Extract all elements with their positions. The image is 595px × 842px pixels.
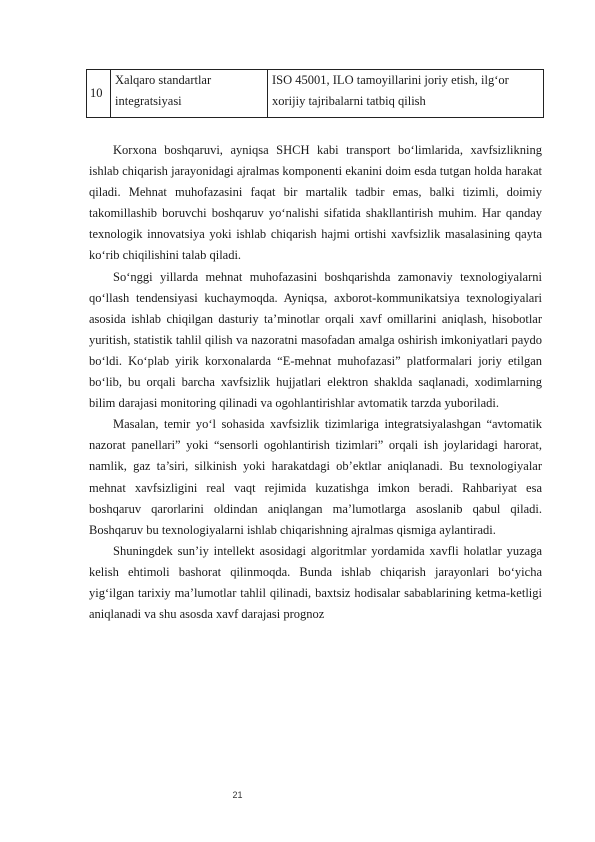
paragraph: Shuningdek sun’iy intellekt asosidagi algoritmlar yordamida xavfli holatlar yuzaga kelish ehtimoli bashorat qilinmoqda. Bunda ishlab chiqarish jarayonlari bo‘yicha yig‘ilgan tarixiy ma’lumotlar tahlil qilinadi, baxtsiz hodisalar sabablarining ketma-ketligi aniqlanadi va shu asosda xavf darajasi prognoz <box>89 543 542 622</box>
paragraph: Korxona boshqaruvi, ayniqsa SHCH kabi transport bo‘limlarida, xavfsizlikning ishlab chiqarish jarayonidagi ajralmas komponenti ekanini doim esda tutgan holda harakat qiladi. Mehnat muhofazasini faqat bir martalik tadbir emas, balki tizimli, doimiy takomillashib boruvchi boshqaruv yo‘nalishi sifatida shakllantirish muhim. Har qanday texnologik innovatsiya yoki ishlab chiqarish hajmi ortishi xavfsizlik masalasining qayta ko‘rib chiqilishini talab qiladi. <box>89 143 542 263</box>
page-number-container <box>0 790 595 800</box>
row-number: 10 <box>87 70 111 118</box>
row-description: ISO 45001, ILO tamoyillarini joriy etish, ilg‘or xorijiy tajribalarni tatbiq qilish <box>268 70 544 118</box>
page-number: 21 <box>232 790 243 800</box>
row-name: Xalqaro standartlar integratsiyasi <box>111 70 268 118</box>
paragraph: So‘nggi yillarda mehnat muhofazasini boshqarishda zamonaviy texnologiyalarni qo‘llash tendensiyasi kuchaymoqda. Ayniqsa, axborot-kommunikatsiya texnologiyalari asosida ishlab chiqilgan dasturiy ta’minotlar orqali xavf omillarini aniqlash, hisobotlar yuritish, statistik tahlil qilish va nazoratni masofadan amalga oshirish imkoniyatlari paydo bo‘ldi. Ko‘plab yirik korxonalarda “E-mehnat muhofazasi” platformalari joriy etilgan bo‘lib, bu orqali barcha xavfsizlik hujjatlari elektron shaklda saqlanadi, xodimlarning bilim darajasi monitoring qilinadi va ogohlantirishlar avtomatik tarzda yuboriladi. <box>89 269 542 411</box>
paragraph: Masalan, temir yo‘l sohasida xavfsizlik tizimlariga integratsiyalashgan “avtomatik nazorat panellari” yoki “sensorli ogohlantirish tizimlari” orqali ish joylaridagi harorat, namlik, gaz ta’siri, silkinish yoki harakatdagi ob’ektlar aniqlanadi. Bu texnologiyalar mehnat xavfsizligini real vaqt rejimida kuzatishga imkon beradi. Rahbariyat esa boshqaruv qarorlarini oldindan aniqlangan ma’lumotlarga asoslanib qabul qiladi. Boshqaruv bu texnologiyalarni ishlab chiqarishning ajralmas qismiga aylantiradi. <box>89 417 542 537</box>
body-text <box>89 140 542 625</box>
standards-table <box>86 69 544 118</box>
table-row <box>87 70 544 118</box>
